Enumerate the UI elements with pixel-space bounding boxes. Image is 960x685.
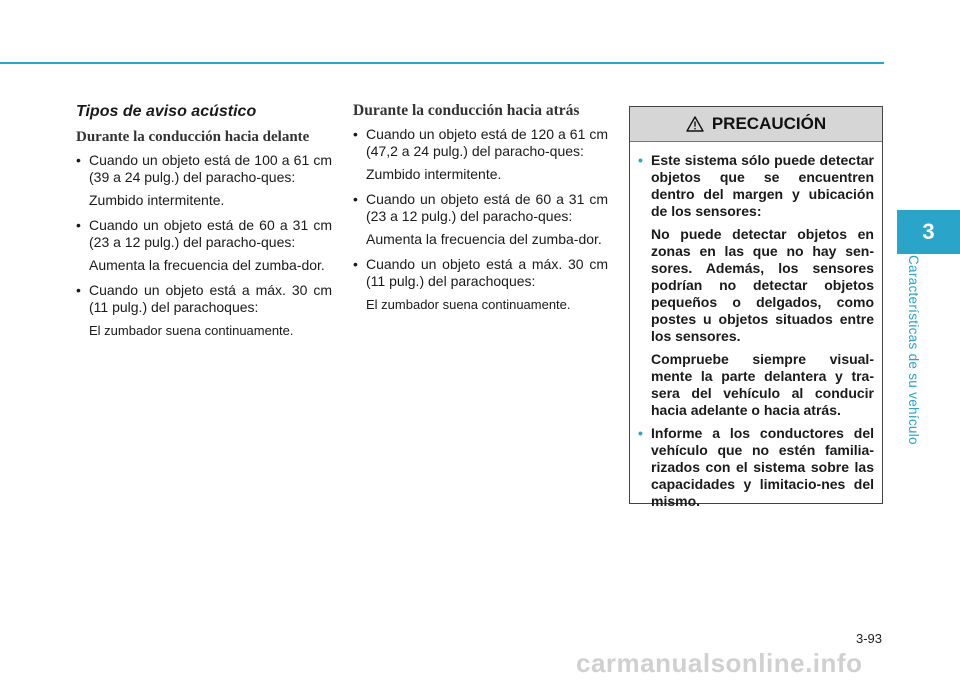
bullet-icon: • (76, 282, 81, 298)
bullet-icon: • (353, 256, 358, 272)
chapter-title: Características de su vehículo (906, 255, 921, 445)
caution-list (638, 152, 874, 510)
list-item: • Cuando un objeto está a máx. 30 cm (11 pulg.) del parachoques: El zumbador suena continuamente. (353, 256, 608, 312)
bullet-icon: • (353, 126, 358, 142)
reverse-subheading: Durante la conducción hacia atrás (353, 102, 580, 119)
caution-body (630, 142, 882, 510)
forward-subheading: Durante la conducción hacia delante (76, 129, 310, 145)
list-item: • Informe a los conductores del vehículo que no estén familia-rizados con el sistema sobre las capacidades y limitacio-nes del mismo. (638, 425, 874, 509)
bullet-icon: • (76, 152, 81, 168)
watermark: carmanualsonline.info (576, 648, 863, 678)
list-item: • Cuando un objeto está a máx. 30 cm (11 pulg.) del parachoques: El zumbador suena continuamente. (76, 282, 332, 338)
middle-column (353, 102, 608, 321)
chapter-number-tab (897, 210, 960, 254)
page-number: 3-93 (856, 631, 883, 646)
bullet-icon: • (353, 191, 358, 207)
list-item: • Cuando un objeto está de 60 a 31 cm (23 a 12 pulg.) del paracho-ques: Aumenta la frecuencia del zumba-dor. (76, 217, 332, 273)
forward-warning-list (76, 152, 332, 339)
header-rule (0, 62, 884, 64)
caution-header (630, 107, 882, 142)
list-item: • Cuando un objeto está de 60 a 31 cm (23 a 12 pulg.) del paracho-ques: Aumenta la frecuencia del zumba-dor. (353, 191, 608, 247)
chapter-number: 3 (922, 219, 935, 244)
list-item: • Cuando un objeto está de 100 a 61 cm (39 a 24 pulg.) del paracho-ques: Zumbido intermitente. (76, 152, 332, 208)
list-item: • Cuando un objeto está de 120 a 61 cm (47,2 a 24 pulg.) del paracho-ques: Zumbido intermitente. (353, 126, 608, 182)
bullet-icon: • (638, 152, 643, 168)
left-column (76, 102, 332, 347)
warning-triangle-icon (686, 116, 704, 132)
reverse-warning-list (353, 126, 608, 313)
bullet-icon: • (638, 425, 643, 441)
bullet-icon: • (76, 217, 81, 233)
section-heading: Tipos de aviso acústico (76, 103, 257, 120)
list-item: • Este sistema sólo puede detectar objetos que se encuentren dentro del margen y ubicación de los sensores: No puede detectar objetos en zonas en las que no hay sen-sores. Además, los sensores podrían no detectar objetos pequeños o delgados, como postes u objetos situados entre los sensores. Compruebe siempre visual-mente la parte delantera y tra-sera del vehículo al conducir hacia adelante o hacia atrás. (638, 152, 874, 418)
caution-box (629, 106, 883, 509)
caution-title: PRECAUCIÓN (711, 114, 827, 133)
